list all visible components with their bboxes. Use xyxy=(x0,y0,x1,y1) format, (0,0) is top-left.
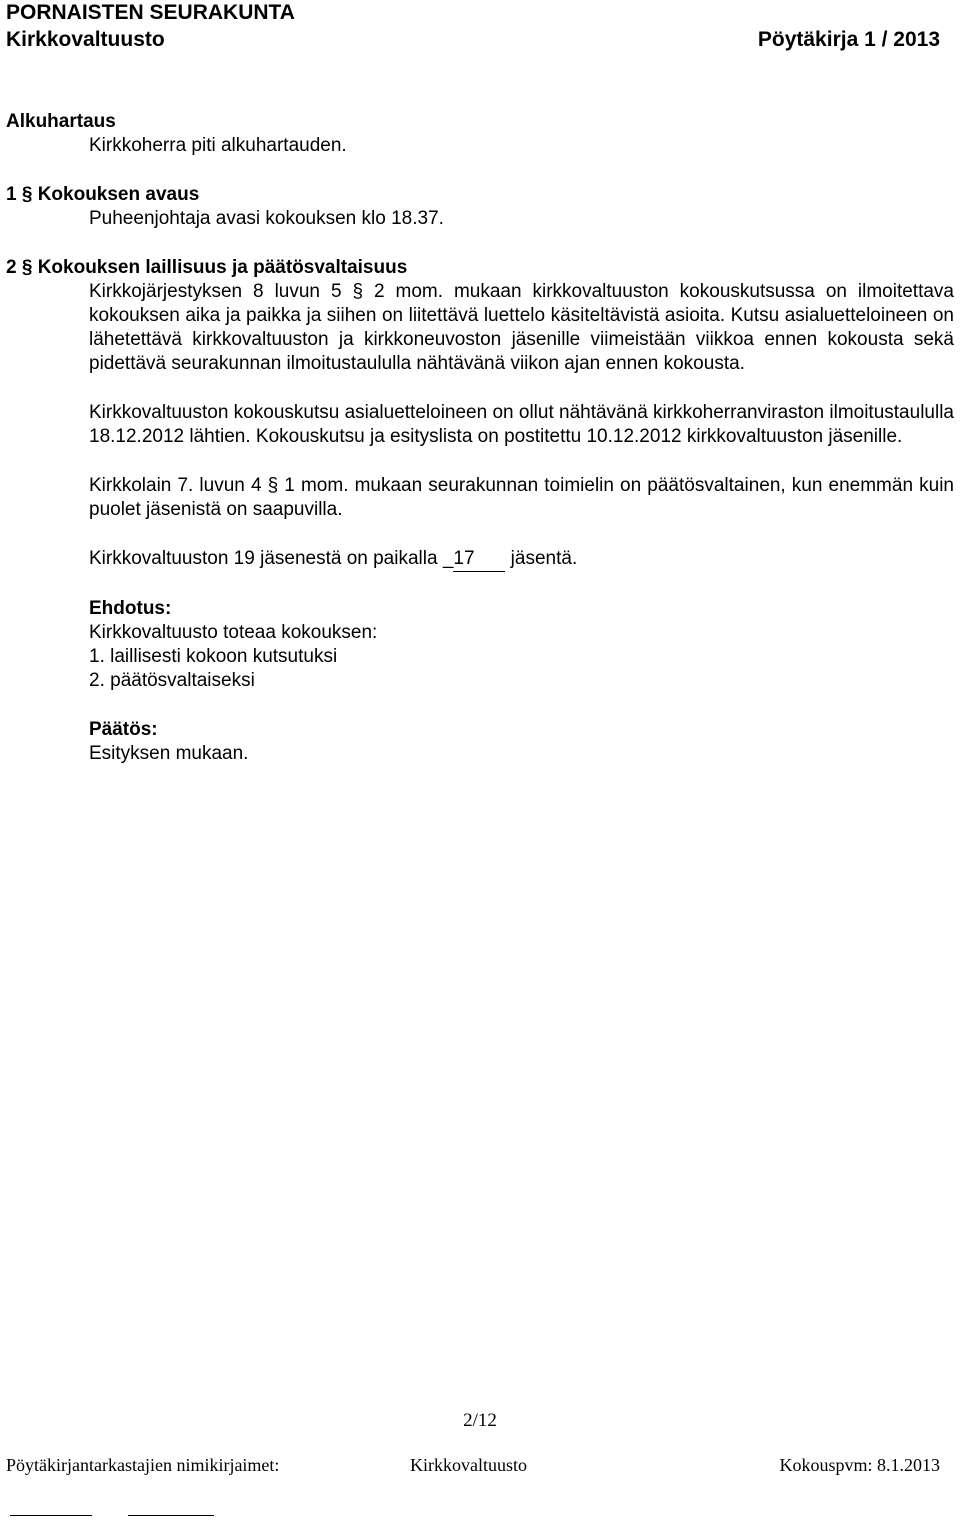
proposal-item: 1. laillisesti kokoon kutsutuksi xyxy=(89,646,338,667)
signatures-label: Pöytäkirjantarkastajien nimikirjaimet: xyxy=(6,1455,280,1475)
section-title-2: 2 § Kokouksen laillisuus ja päätösvaltaisuus xyxy=(6,257,408,278)
attendance-value: 17 xyxy=(453,547,505,572)
section-text-alkuhartaus: Kirkkoherra piti alkuhartauden. xyxy=(89,135,347,156)
section-2-paragraph-1: Kirkkojärjestyksen 8 luvun 5 § 2 mom. mukaan kirkkovaltuuston kokouskutsussa on ilmoitettava kokouksen aika ja paikka ja siihen on liitettävä luettelo käsiteltävistä asioita. Kutsu asialuetteloineen on lähetettävä kirkkovaltuuston ja kirkkoneuvoston jäsenille viimeistään viikkoa ennen kokousta sekä pidettävä seurakunnan ilmoitustaululla nähtävänä viikon ajan ennen kokousta. xyxy=(89,281,954,374)
proposal-label: Ehdotus: xyxy=(89,598,172,619)
organization-name: PORNAISTEN SEURAKUNTA xyxy=(6,1,295,24)
proposal-intro: Kirkkovaltuusto toteaa kokouksen: xyxy=(89,622,378,643)
section-title-1: 1 § Kokouksen avaus xyxy=(6,184,200,205)
page-number: 2/12 xyxy=(463,1410,497,1431)
attendance-suffix: jäsentä. xyxy=(505,548,578,569)
section-title-alkuhartaus: Alkuhartaus xyxy=(6,111,116,132)
body-name: Kirkkovaltuusto xyxy=(6,28,165,51)
meeting-date: Kokouspvm: 8.1.2013 xyxy=(779,1455,940,1475)
signature-line xyxy=(128,1515,214,1516)
document-body xyxy=(6,110,954,766)
header-row xyxy=(6,28,940,52)
section-2-paragraph-3: Kirkkolain 7. luvun 4 § 1 mom. mukaan seurakunnan toimielin on päätösvaltainen, kun enemmän kuin puolet jäsenistä on saapuvilla. xyxy=(89,475,954,520)
attendance-prefix: Kirkkovaltuuston 19 jäsenestä on paikalla _ xyxy=(89,548,454,569)
decision-text: Esityksen mukaan. xyxy=(89,743,249,764)
footer-body-name: Kirkkovaltuusto xyxy=(410,1455,527,1475)
attendance-line xyxy=(6,547,954,572)
section-text-1: Puheenjohtaja avasi kokouksen klo 18.37. xyxy=(89,208,444,229)
decision-label: Päätös: xyxy=(89,719,158,740)
signature-line xyxy=(10,1515,92,1516)
proposal-item: 2. päätösvaltaiseksi xyxy=(89,670,255,691)
document-number: Pöytäkirja 1 / 2013 xyxy=(757,28,940,51)
section-2-paragraph-2: Kirkkovaltuuston kokouskutsu asialuetteloineen on ollut nähtävänä kirkkoherranviraston ilmoitustaululla 18.12.2012 lähtien. Kokouskutsu ja esityslista on postitettu 10.12.2012 kirkkovaltuuston jäsenille. xyxy=(89,402,954,447)
